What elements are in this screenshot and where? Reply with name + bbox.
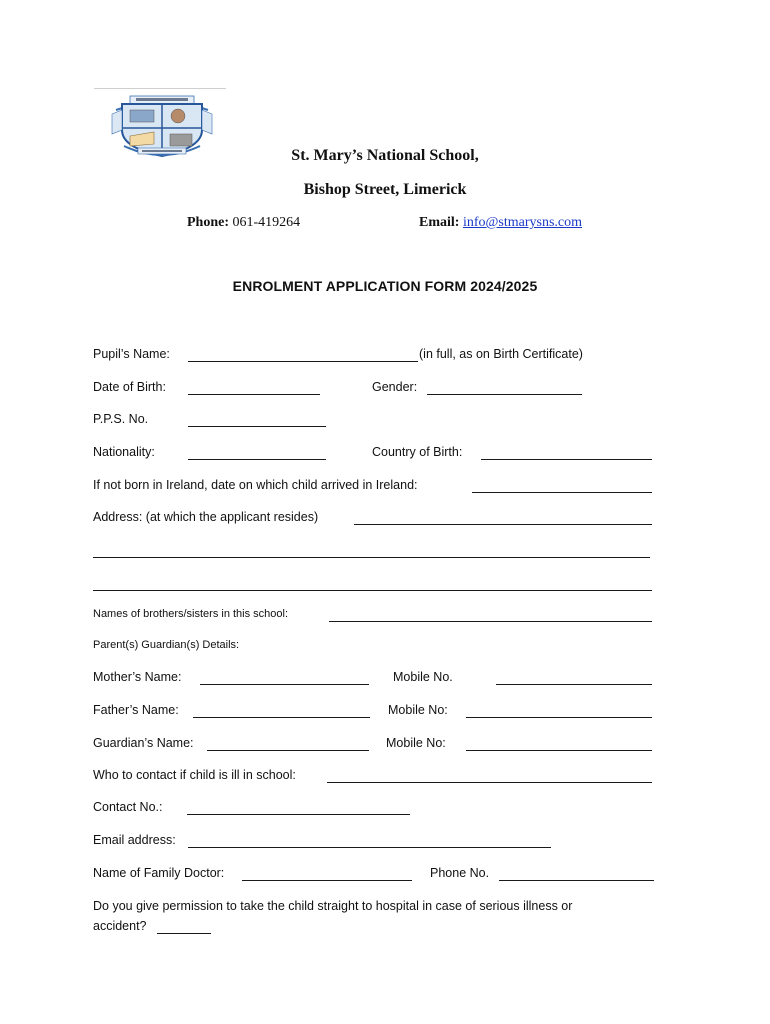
arrival-date-line[interactable] xyxy=(472,492,652,493)
ill-contact-line[interactable] xyxy=(327,782,652,783)
email-line xyxy=(419,215,582,231)
pupil-name-note: (in full, as on Birth Certificate) xyxy=(419,347,583,361)
country-of-birth-label: Country of Birth: xyxy=(372,445,463,459)
guardian-mobile-line[interactable] xyxy=(466,750,652,751)
arrival-date-label: If not born in Ireland, date on which child arrived in Ireland: xyxy=(93,478,418,492)
pps-line[interactable] xyxy=(188,426,326,427)
siblings-line[interactable] xyxy=(329,621,652,622)
contact-no-line[interactable] xyxy=(187,814,410,815)
hospital-permission-line[interactable] xyxy=(157,933,211,934)
mother-mobile-line[interactable] xyxy=(496,684,652,685)
nationality-line[interactable] xyxy=(188,459,326,460)
pps-label: P.P.S. No. xyxy=(93,412,149,426)
doctor-phone-line[interactable] xyxy=(499,880,654,881)
address-line-1[interactable] xyxy=(354,524,652,525)
logo-rule xyxy=(94,88,226,89)
guardian-name-line[interactable] xyxy=(207,750,369,751)
guardian-details-heading: Parent(s) Guardian(s) Details: xyxy=(93,639,240,651)
email-link[interactable]: info@stmarysns.com xyxy=(462,215,583,230)
phone-label: Phone: xyxy=(187,215,229,230)
nationality-label: Nationality: xyxy=(93,445,155,459)
school-name: St. Mary’s National School, xyxy=(291,147,479,164)
gender-label: Gender: xyxy=(372,380,418,394)
email-address-label: Email address: xyxy=(93,833,176,847)
email-address-line[interactable] xyxy=(188,847,551,848)
guardian-mobile-label: Mobile No: xyxy=(386,736,446,750)
country-of-birth-line[interactable] xyxy=(481,459,652,460)
school-address: Bishop Street, Limerick xyxy=(303,181,467,198)
contact-no-label: Contact No.: xyxy=(93,800,163,814)
phone-number: 061-419264 xyxy=(232,215,301,230)
gender-line[interactable] xyxy=(427,394,582,395)
father-mobile-line[interactable] xyxy=(466,717,652,718)
hospital-question-line2: accident? xyxy=(93,919,147,933)
dob-label: Date of Birth: xyxy=(93,380,166,394)
doctor-name-line[interactable] xyxy=(242,880,412,881)
father-name-line[interactable] xyxy=(193,717,370,718)
address-line-3[interactable] xyxy=(93,590,652,591)
pupil-name-label: Pupil’s Name: xyxy=(93,347,170,361)
dob-line[interactable] xyxy=(188,394,320,395)
phone-line xyxy=(187,215,300,231)
guardian-name-label: Guardian’s Name: xyxy=(93,736,194,750)
father-mobile-label: Mobile No: xyxy=(388,703,448,717)
ill-contact-label: Who to contact if child is ill in school: xyxy=(93,768,296,782)
mother-name-line[interactable] xyxy=(200,684,369,685)
mother-mobile-label: Mobile No. xyxy=(393,670,453,684)
doctor-name-label: Name of Family Doctor: xyxy=(93,866,225,880)
pupil-name-line[interactable] xyxy=(188,361,418,362)
mother-name-label: Mother’s Name: xyxy=(93,670,182,684)
form-title: ENROLMENT APPLICATION FORM 2024/2025 xyxy=(232,278,538,294)
hospital-question-line1: Do you give permission to take the child straight to hospital in case of serious illness or xyxy=(93,899,573,913)
siblings-label: Names of brothers/sisters in this school: xyxy=(93,608,289,620)
email-label: Email: xyxy=(419,215,460,230)
father-name-label: Father’s Name: xyxy=(93,703,179,717)
address-line-2[interactable] xyxy=(93,557,650,558)
doctor-phone-label: Phone No. xyxy=(430,866,490,880)
address-label: Address: (at which the applicant resides) xyxy=(93,510,319,524)
